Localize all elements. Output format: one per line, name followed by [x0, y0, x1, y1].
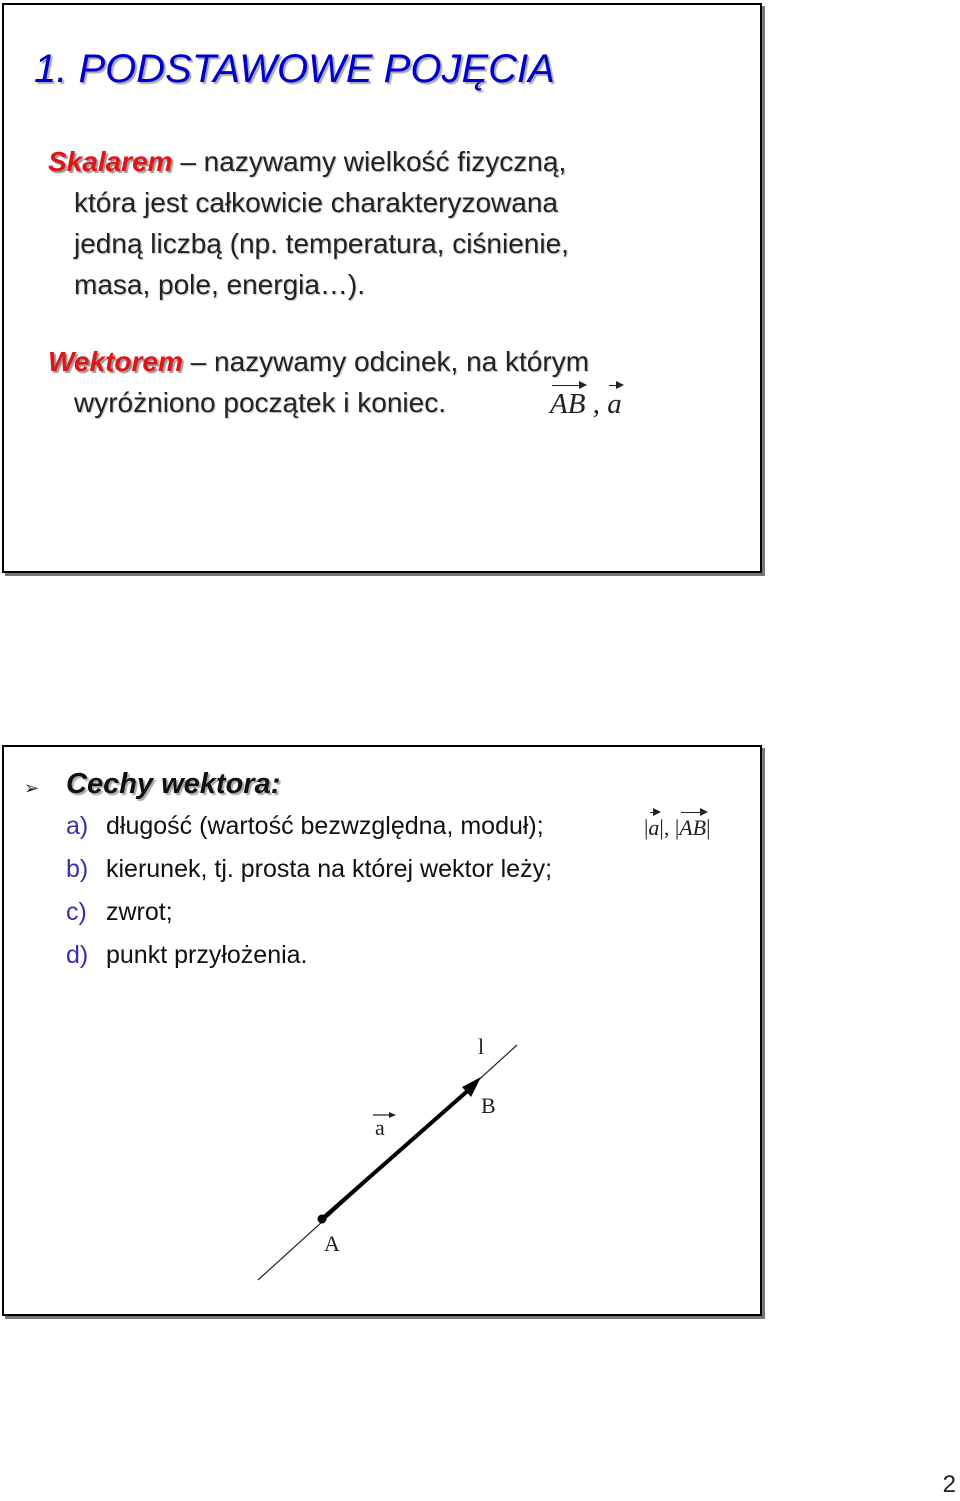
vector-line-2: wyróżniono początek i koniec. [74, 387, 446, 418]
vector-line-1: – nazywamy odcinek, na którym [190, 346, 590, 377]
slide-title: 1. PODSTAWOWE POJĘCIA [34, 47, 555, 91]
list-item: b) kierunek, tj. prosta na której wektor leży; [66, 855, 553, 883]
point-a-dot [318, 1215, 327, 1224]
vector-label-arrow-icon [389, 1112, 396, 1118]
vector-term: Wektorem [48, 346, 183, 377]
scalar-line-3: jedną liczbą (np. temperatura, ciśnienie, [74, 228, 569, 259]
modulus-a-symbol: a [648, 815, 660, 840]
arrow-bullet-icon: ➢ [24, 778, 40, 798]
vector-segment [322, 1087, 472, 1219]
features-heading: Cechy wektora: [66, 768, 281, 800]
list-item: a) długość (wartość bezwzględna, moduł); [66, 812, 544, 840]
line-label: l [478, 1034, 485, 1059]
modulus-notation: |a|, |AB| [644, 815, 711, 840]
modulus-ab-symbol: AB [679, 815, 707, 840]
scalar-term: Skalarem [48, 146, 173, 177]
scalar-line-1: – nazywamy wielkość fizyczną, [180, 146, 567, 177]
list-item: d) punkt przyłożenia. [66, 941, 308, 969]
scalar-line-2: która jest całkowicie charakteryzowana [74, 187, 558, 218]
point-a-label: A [324, 1231, 340, 1256]
page-number: 2 [942, 1471, 956, 1498]
notation-separator: , [592, 388, 600, 420]
vector-ab-symbol: AB [550, 388, 586, 420]
vector-label: a [375, 1115, 385, 1140]
scalar-line-4: masa, pole, energia…). [74, 269, 366, 300]
modulus-separator: , [663, 815, 670, 840]
list-item: c) zwrot; [66, 898, 173, 926]
vector-a-symbol: a [607, 388, 622, 420]
point-b-label: B [481, 1093, 496, 1118]
